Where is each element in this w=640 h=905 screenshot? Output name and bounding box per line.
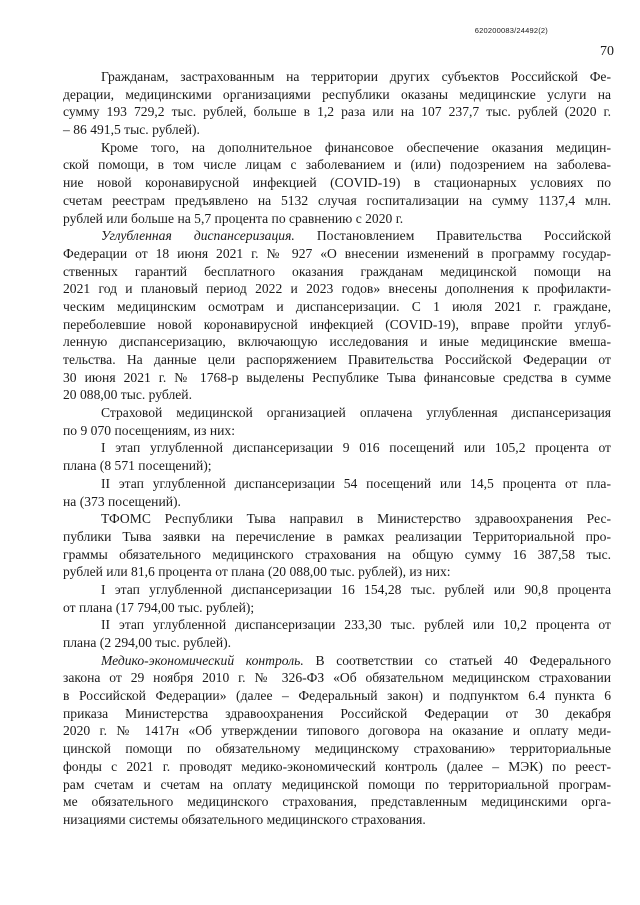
text-line: закона от 29 ноября 2010 г. № 326-ФЗ «Об обязательном медицинском страховании bbox=[63, 670, 611, 686]
document-body bbox=[63, 68, 611, 829]
paragraph bbox=[63, 616, 611, 651]
paragraph bbox=[63, 475, 611, 510]
paragraph bbox=[63, 652, 611, 829]
text-line: от плана (17 794,00 тыс. рублей); bbox=[63, 599, 255, 615]
text-line: публики Тыва заявки на перечисление в рамках реализации Территориальной про- bbox=[63, 528, 611, 544]
text-line: цинской помощи по обязательному медицинскому страхованию» территориальные bbox=[63, 741, 611, 757]
page-number: 70 bbox=[600, 44, 614, 59]
section-term: Медико-экономический контроль. bbox=[101, 652, 304, 668]
paragraph bbox=[63, 439, 611, 474]
text-line: приказа Министерства здравоохранения Российской Федерации от 30 декабря bbox=[63, 705, 611, 721]
text-line: граммы обязательного медицинского страхования на общую сумму 16 387,58 тыс. bbox=[63, 546, 611, 562]
text-line: – 86 491,5 тыс. рублей). bbox=[63, 122, 200, 138]
text-line: на (373 посещений). bbox=[63, 493, 181, 509]
text-line: рублей или больше на 5,7 процента по сравнению с 2020 г. bbox=[63, 210, 404, 226]
text-line: I этап углубленной диспансеризации 16 154,28 тыс. рублей или 90,8 процента bbox=[101, 581, 611, 597]
text-line: I этап углубленной диспансеризации 9 016 посещений или 105,2 процента от bbox=[101, 440, 611, 456]
text-line: ленную диспансеризацию, включающую исследования и иные медицинские вмеша- bbox=[63, 334, 611, 350]
paragraph bbox=[63, 404, 611, 439]
text-line: сумму 193 729,2 тыс. рублей, больше в 1,2 раза или на 107 237,7 тыс. рублей (2020 г. bbox=[63, 104, 611, 120]
paragraph bbox=[63, 510, 611, 581]
text-line: 30 июня 2021 г. № 1768-р выделены Республике Тыва финансовые средства в сумме bbox=[63, 369, 611, 385]
text-line: в Российской Федерации» (далее – Федеральный закон) и подпунктом 6.4 пункта 6 bbox=[63, 688, 611, 704]
paragraph bbox=[63, 68, 611, 139]
text-line: плана (8 571 посещений); bbox=[63, 458, 212, 474]
text-line: 2021 год и плановый период 2022 и 2023 годов» внесены дополнения к профилакти- bbox=[63, 281, 611, 297]
text-run: Постановлением Правительства Российской bbox=[294, 228, 611, 244]
text-line: тельства. На данные цели распоряжением Правительства Российской Федерации от bbox=[63, 352, 611, 367]
text-line: Гражданам, застрахованным на территории других субъектов Российской Фе- bbox=[101, 69, 611, 84]
text-line: дерации, медицинскими организациями республики оказаны медицинские услуги на bbox=[63, 86, 611, 102]
text-line: ческим медицинским осмотрам и диспансеризации. С 1 июля 2021 г. граждане, bbox=[63, 298, 611, 314]
text-line: низациями системы обязательного медицинского страхования. bbox=[63, 811, 426, 827]
section-term: Углубленная диспансеризация. bbox=[101, 228, 295, 244]
text-line: ние новой коронавирусной инфекцией (COVID-19) в стационарных условиях по bbox=[63, 175, 611, 191]
text-line: 2020 г. № 1417н «Об утверждении типового договора на оказание и оплату меди- bbox=[63, 723, 611, 739]
paragraph bbox=[63, 581, 611, 616]
text-line: Страховой медицинской организацией оплачена углубленная диспансеризация bbox=[101, 405, 611, 421]
paragraph bbox=[63, 139, 611, 227]
text-line: рублей или 81,6 процента от плана (20 088,00 тыс. рублей), из них: bbox=[63, 564, 451, 580]
text-line: по 9 070 посещениям, из них: bbox=[63, 422, 235, 438]
text-line: ственных гарантий бесплатного оказания гражданам медицинской помощи на bbox=[63, 263, 611, 279]
text-line: 20 088,00 тыс. рублей. bbox=[63, 387, 192, 403]
text-line: переболевшие новой коронавирусной инфекцией (COVID-19), вправе пройти углуб- bbox=[63, 316, 611, 332]
text-line: Кроме того, на дополнительное финансовое обеспечение оказания медицин- bbox=[101, 139, 611, 155]
text-line: ТФОМС Республики Тыва направил в Министерство здравоохранения Рес- bbox=[101, 511, 611, 527]
document-code: 620200083/24492(2) bbox=[474, 26, 548, 35]
text-line: рам счетам и счетам на оплату медицинской помощи по территориальной програм- bbox=[63, 776, 611, 792]
text-run: В соответствии со статьей 40 Федерального bbox=[303, 652, 611, 668]
text-line bbox=[63, 652, 611, 670]
text-line bbox=[63, 227, 611, 245]
text-line: II этап углубленной диспансеризации 233,30 тыс. рублей или 10,2 процента от bbox=[101, 617, 611, 633]
text-line: плана (2 294,00 тыс. рублей). bbox=[63, 635, 232, 650]
text-line: фонды с 2021 г. проводят медико-экономический контроль (далее – МЭК) по реест- bbox=[63, 758, 611, 774]
paragraph bbox=[63, 227, 611, 404]
text-line: II этап углубленной диспансеризации 54 посещений или 14,5 процента от пла- bbox=[101, 475, 611, 491]
text-line: счетам реестрам предъявлено на 5132 случая госпитализации на сумму 1137,4 млн. bbox=[63, 192, 611, 208]
text-line: ской помощи, в том числе лицам с заболеванием и (или) подозрением на заболева- bbox=[63, 157, 611, 173]
text-line: ме обязательного медицинского страхования, представленным медицинскими орга- bbox=[63, 794, 611, 810]
text-line: Федерации от 18 июня 2021 г. № 927 «О внесении изменений в программу государ- bbox=[63, 245, 611, 261]
